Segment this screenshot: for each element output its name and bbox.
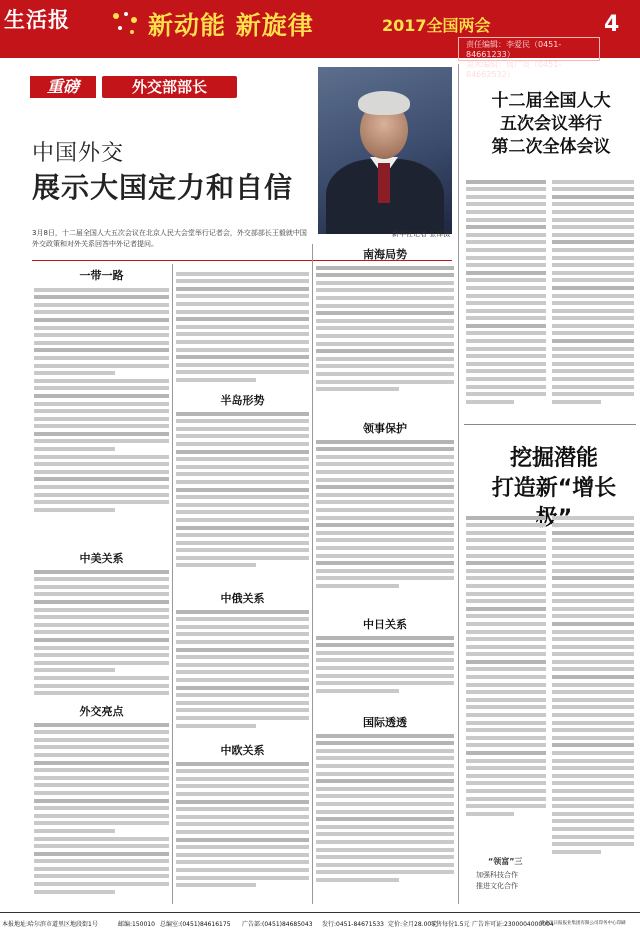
article-column	[466, 512, 546, 852]
right-headline-line: 五次会议举行	[500, 114, 602, 134]
divider	[464, 424, 636, 425]
footer-price: 定价:全月28.00元	[388, 921, 438, 928]
article-column	[176, 606, 309, 738]
right-headline-line: 挖掘潜能	[509, 446, 598, 471]
section-heading: 国际透透	[363, 716, 407, 729]
article-column	[316, 730, 454, 906]
article-column	[176, 408, 309, 584]
article-column	[316, 436, 454, 608]
divider	[312, 244, 313, 904]
box-line: 推进文化合作	[476, 882, 518, 890]
article-column	[34, 284, 169, 546]
newspaper-logo: 生活报	[4, 7, 70, 32]
banner-subtitle: 2017全国两会	[382, 16, 491, 35]
footer	[0, 912, 640, 935]
editor-line: 责任编辑：李爱民（0451-84661233）	[466, 40, 562, 59]
article-column	[316, 262, 454, 404]
section-tag: 外交部部长	[102, 76, 237, 98]
section-heading: 半岛形势	[220, 394, 265, 407]
footer-issue-phone: 发行:0451-84671533	[322, 921, 384, 928]
article-column	[34, 719, 169, 905]
heavy-tag: 重磅	[30, 76, 96, 98]
footer-license: 广告许可证:2300004000004	[472, 921, 554, 928]
headline-kicker: 中国外交	[32, 141, 125, 166]
section-heading: 南海局势	[363, 248, 407, 261]
divider	[172, 264, 173, 904]
box-title: “领富”三	[488, 857, 523, 866]
dots-decoration-icon	[110, 8, 140, 38]
box-line: 加强科技合作	[476, 871, 518, 879]
right-headline-line: 第二次全体会议	[491, 137, 611, 157]
article-column	[176, 758, 309, 904]
editor-info	[466, 40, 596, 80]
headline-main: 展示大国定力和自信	[32, 171, 294, 204]
divider	[458, 64, 459, 904]
section-heading: 中欧关系	[220, 744, 265, 757]
section-heading: 中俄关系	[220, 592, 265, 605]
footer-phone: 总编室:(0451)84616175	[160, 921, 231, 928]
lead-paragraph: 3月8日，十二届全国人大五次会议在北京人民大会堂举行记者会，外交部部长王毅就中国外交政策和对外关系回答中外记者提问。	[32, 229, 307, 248]
page-number: 4	[604, 12, 620, 37]
highlight-box	[468, 856, 548, 896]
right-headline	[466, 90, 636, 159]
section-heading: 中日关系	[363, 618, 407, 631]
masthead	[0, 0, 640, 79]
portrait-photo	[318, 67, 452, 234]
photo-credit: 新华社记者 张铎摄	[392, 230, 451, 238]
article-column	[552, 512, 634, 902]
footer-printer: 黑龙江日报报业集团有限公司印务中心印刷	[540, 921, 626, 926]
section-heading: 外交亮点	[79, 705, 124, 718]
section-heading: 一带一路	[79, 269, 124, 282]
article-column	[34, 566, 169, 698]
article-column	[316, 632, 454, 708]
banner-title: 新动能 新旋律	[148, 11, 314, 40]
section-heading: 中美关系	[79, 552, 124, 565]
article-column	[466, 176, 546, 420]
section-heading: 领事保护	[363, 422, 407, 435]
footer-postcode: 邮编:150010	[118, 921, 155, 928]
article-column	[552, 176, 634, 420]
right-headline-line: 打造新“增长极	[491, 476, 617, 531]
article-column	[176, 268, 309, 388]
editor-line: 美术编辑：周广英（0451-84662532）	[466, 60, 562, 79]
footer-address: 本报地址:哈尔滨市道里区地段街1号	[2, 921, 98, 928]
footer-retail: 零售每份1.5元	[430, 921, 470, 928]
footer-ad-phone: 广告部:(0451)84685043	[242, 921, 313, 928]
right-headline-line: 十二届全国人大	[491, 91, 611, 111]
